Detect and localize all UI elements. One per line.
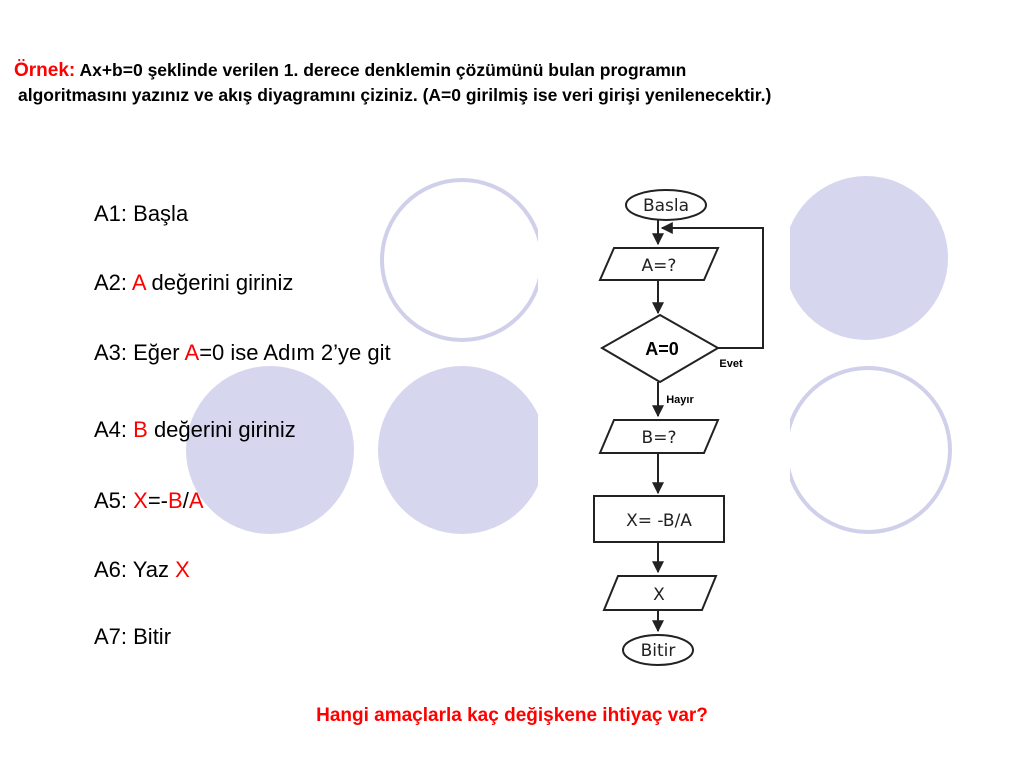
start-label: Basla xyxy=(642,196,690,216)
title-line1: Ax+b=0 şeklinde verilen 1. derece denklemin çözümünü bulan programın xyxy=(79,60,687,80)
end-label: Bitir xyxy=(640,641,676,661)
process-label: X= -B/A xyxy=(626,511,692,531)
bg-circle-outline-top-left xyxy=(382,180,542,340)
step-a7: A7: Bitir xyxy=(94,624,172,649)
yes-label: Evet xyxy=(719,358,743,370)
title-label: Örnek: xyxy=(14,60,76,81)
step-a3: A3: Eğer A=0 ise Adım 2’ye git xyxy=(94,340,391,365)
step-a6: A6: Yaz X xyxy=(94,557,190,582)
bg-circle-filled-bottom-mid xyxy=(378,366,546,534)
output-label: X xyxy=(653,585,665,605)
step-a5: A5: X=-B/A xyxy=(94,488,204,513)
input-b-label: B=? xyxy=(641,428,677,448)
bg-circle-filled-top-right xyxy=(784,176,948,340)
step-a1: A1: Başla xyxy=(94,201,189,226)
step-a2: A2: A değerini giriniz xyxy=(94,270,294,295)
no-label: Hayır xyxy=(666,394,694,406)
decision-label: A=0 xyxy=(645,339,679,359)
step-a4: A4: B değerini giriniz xyxy=(94,417,296,442)
flowchart xyxy=(538,168,790,678)
bottom-question: Hangi amaçlarla kaç değişkene ihtiyaç var? xyxy=(316,705,708,726)
title-line2: algoritmasını yazınız ve akış diyagramını çiziniz. (A=0 girilmiş ise veri girişi yenilenecektir.) xyxy=(18,85,772,105)
input-a-label: A=? xyxy=(641,256,677,276)
bg-circle-outline-bottom-right xyxy=(786,368,950,532)
page-title xyxy=(14,58,1014,108)
bg-circle-filled-bottom-left xyxy=(186,366,354,534)
